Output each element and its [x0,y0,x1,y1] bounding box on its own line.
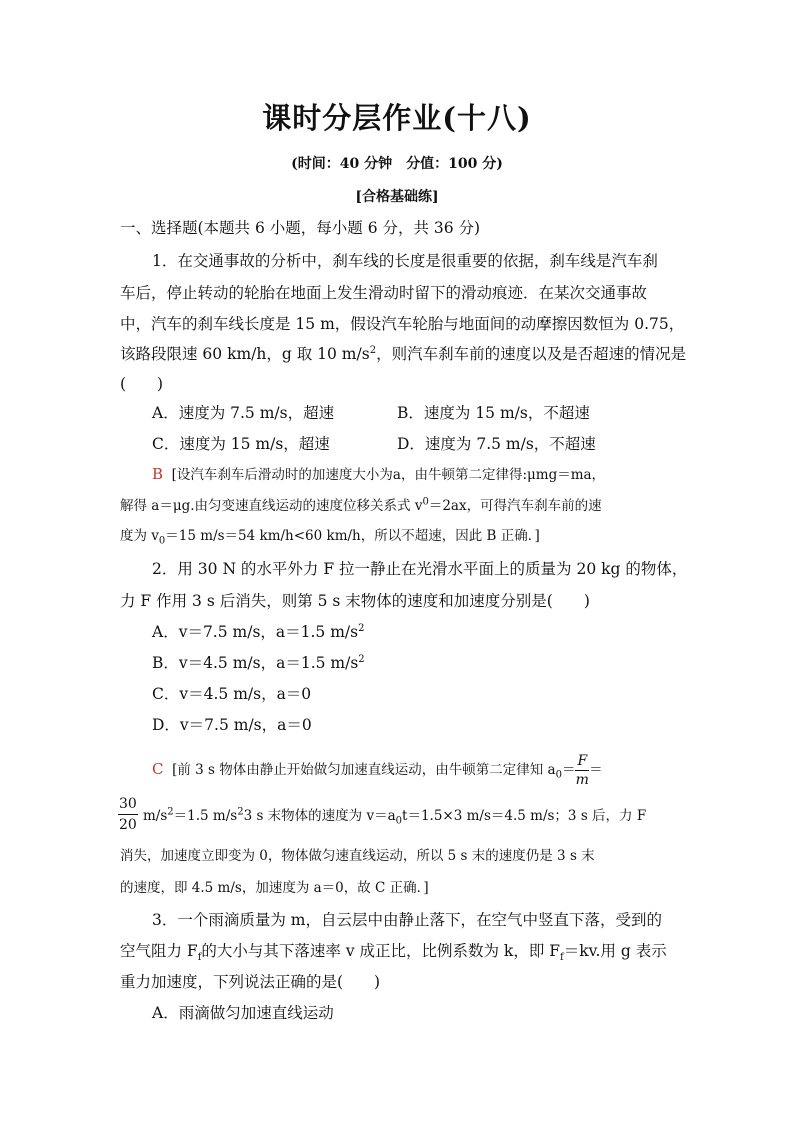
q2-solution-text-1c: ＝ [589,762,603,778]
q2-option-b-text: B．v＝4.5 m/s，a＝1.5 m/s [152,654,359,672]
q1-line-4-text: 该路段限速 60 km/h，g 取 10 m/s [120,345,370,363]
q1-line-2: 车后，停止转动的轮胎在地面上发生滑动时留下的滑动痕迹．在某次交通事故 [120,284,648,302]
q1-solution-line-1 [152,463,605,483]
q2-solution-line-1 [152,754,603,787]
q1-line-3: 中，汽车的刹车线长度是 15 m，假设汽车轮胎与地面间的动摩擦因数恒为 0.75， [120,315,685,333]
q2-solution-line-2 [143,804,647,827]
q1-solution-line-2 [120,494,602,514]
q1-answer-bracket: ( ) [120,375,164,393]
q1-solution-text-3a: 度为 v [120,528,159,544]
fraction-numerator-30: 30 [118,796,138,815]
time-score-info: (时间：40 分钟 分值：100 分) [291,156,503,172]
q1-line-4 [120,342,686,364]
q1-solution-text-1: [设汽车刹车后滑动时的加速度大小为a，由牛顿第二定律得:μmg＝ma， [171,467,606,483]
q1-solution-text-2b: ＝2ax，可得汽车刹车前的速 [428,498,602,514]
q3-line-3: 重力加速度，下列说法正确的是( ) [120,973,381,991]
force-over-mass-fraction [575,754,589,787]
fraction-numerator: F [577,753,588,769]
q2-solution-sub-2: 0 [395,815,403,827]
q1-line-4-text-2: ，则汽车刹车前的速度以及是否超速的情况是 [376,345,687,363]
part-heading: 一、选择题(本题共 6 小题，每小题 6 分，共 36 分) [120,219,481,237]
q2-solution-text-1b: ＝ [561,762,576,778]
q3-line-2 [120,939,667,964]
q2-solution-line-4: 的速度，即 4.5 m/s，加速度为 a＝0，故 C 正确．] [120,880,429,896]
q2-solution-text-2b: ＝1.5 m/s [173,808,238,824]
q1-solution-sub: 0 [158,535,166,547]
q2-answer-key: C [152,760,164,778]
fraction-denominator: m [575,772,589,788]
q2-solution-sub-1: 0 [555,769,562,781]
q2-line-1: 2．用 30 N 的水平外力 F 拉一静止在光滑水平面上的质量为 20 kg 的物体， [152,560,688,578]
q1-line-1: 1．在交通事故的分析中，刹车线的长度是很重要的依据，刹车线是汽车刹 [152,252,658,270]
q1-option-a: A．速度为 7.5 m/s，超速 [152,404,335,422]
q2-option-a-sup: 2 [358,622,365,634]
q2-solution-text-2d: t＝1.5×3 m/s＝4.5 m/s；3 s 后，力 F [402,808,647,824]
q2-solution-sup-2b: 2 [237,806,244,818]
q2-solution-line-3: 消失，加速度立即变为 0，物体做匀速直线运动，所以 5 s 末的速度仍是 3 s 末 [120,848,595,864]
q1-option-d: D．速度为 7.5 m/s，不超速 [397,435,596,453]
q2-option-d: D．v＝7.5 m/s，a＝0 [152,716,312,734]
q3-line-2-text-c: ＝kv.用 g 表示 [563,942,667,960]
q3-line-2-sub-b: f [560,952,564,964]
q2-option-c: C．v＝4.5 m/s，a＝0 [152,685,312,703]
q2-option-a [152,620,364,642]
q2-solution-text-2a: m/s [143,808,168,824]
q1-solution-line-3 [120,524,540,547]
fraction-denominator-20: 20 [119,817,137,833]
thirty-over-twenty-fraction [118,796,138,833]
q3-line-2-text-a: 空气阻力 F [120,942,198,960]
q2-solution-text-1a: [前 3 s 物体由静止开始做匀加速直线运动，由牛顿第二定律知 a [172,762,556,778]
q2-option-a-text: A．v＝7.5 m/s，a＝1.5 m/s [152,623,359,641]
q1-option-c: C．速度为 15 m/s，超速 [152,435,330,453]
q2-solution-sup-2a: 2 [167,806,174,818]
q2-solution-text-2c: 3 s 末物体的速度为 v＝a [243,808,396,824]
section-heading: [合格基础练] [355,189,439,205]
q2-option-b [152,651,365,673]
q2-option-b-sup: 2 [358,653,365,665]
q3-line-2-text-b: 的大小与其下落速率 v 成正比，比例系数为 k，即 F [201,942,561,960]
q3-line-2-sub-a: f [197,952,202,964]
q3-line-1: 3．一个雨滴质量为 m，自云层中由静止落下，在空气中竖直下落，受到的 [152,911,662,929]
q1-solution-text-3b: ＝15 m/s＝54 km/h<60 km/h，所以不超速，因此 B 正确．] [165,528,540,544]
q3-option-a: A．雨滴做匀加速直线运动 [152,1004,334,1022]
q1-solution-sup: 0 [422,496,429,508]
q1-solution-text-2a: 解得 a＝μg.由匀变速直线运动的速度位移关系式 v [120,498,423,514]
q1-line-4-sup: 2 [369,344,377,356]
q2-line-2: 力 F 作用 3 s 后消失，则第 5 s 末物体的速度和加速度分别是( ) [120,592,590,610]
q1-option-b: B．速度为 15 m/s，不超速 [397,404,590,422]
page-title: 课时分层作业(十八) [262,101,532,135]
q1-answer-key: B [152,465,164,483]
